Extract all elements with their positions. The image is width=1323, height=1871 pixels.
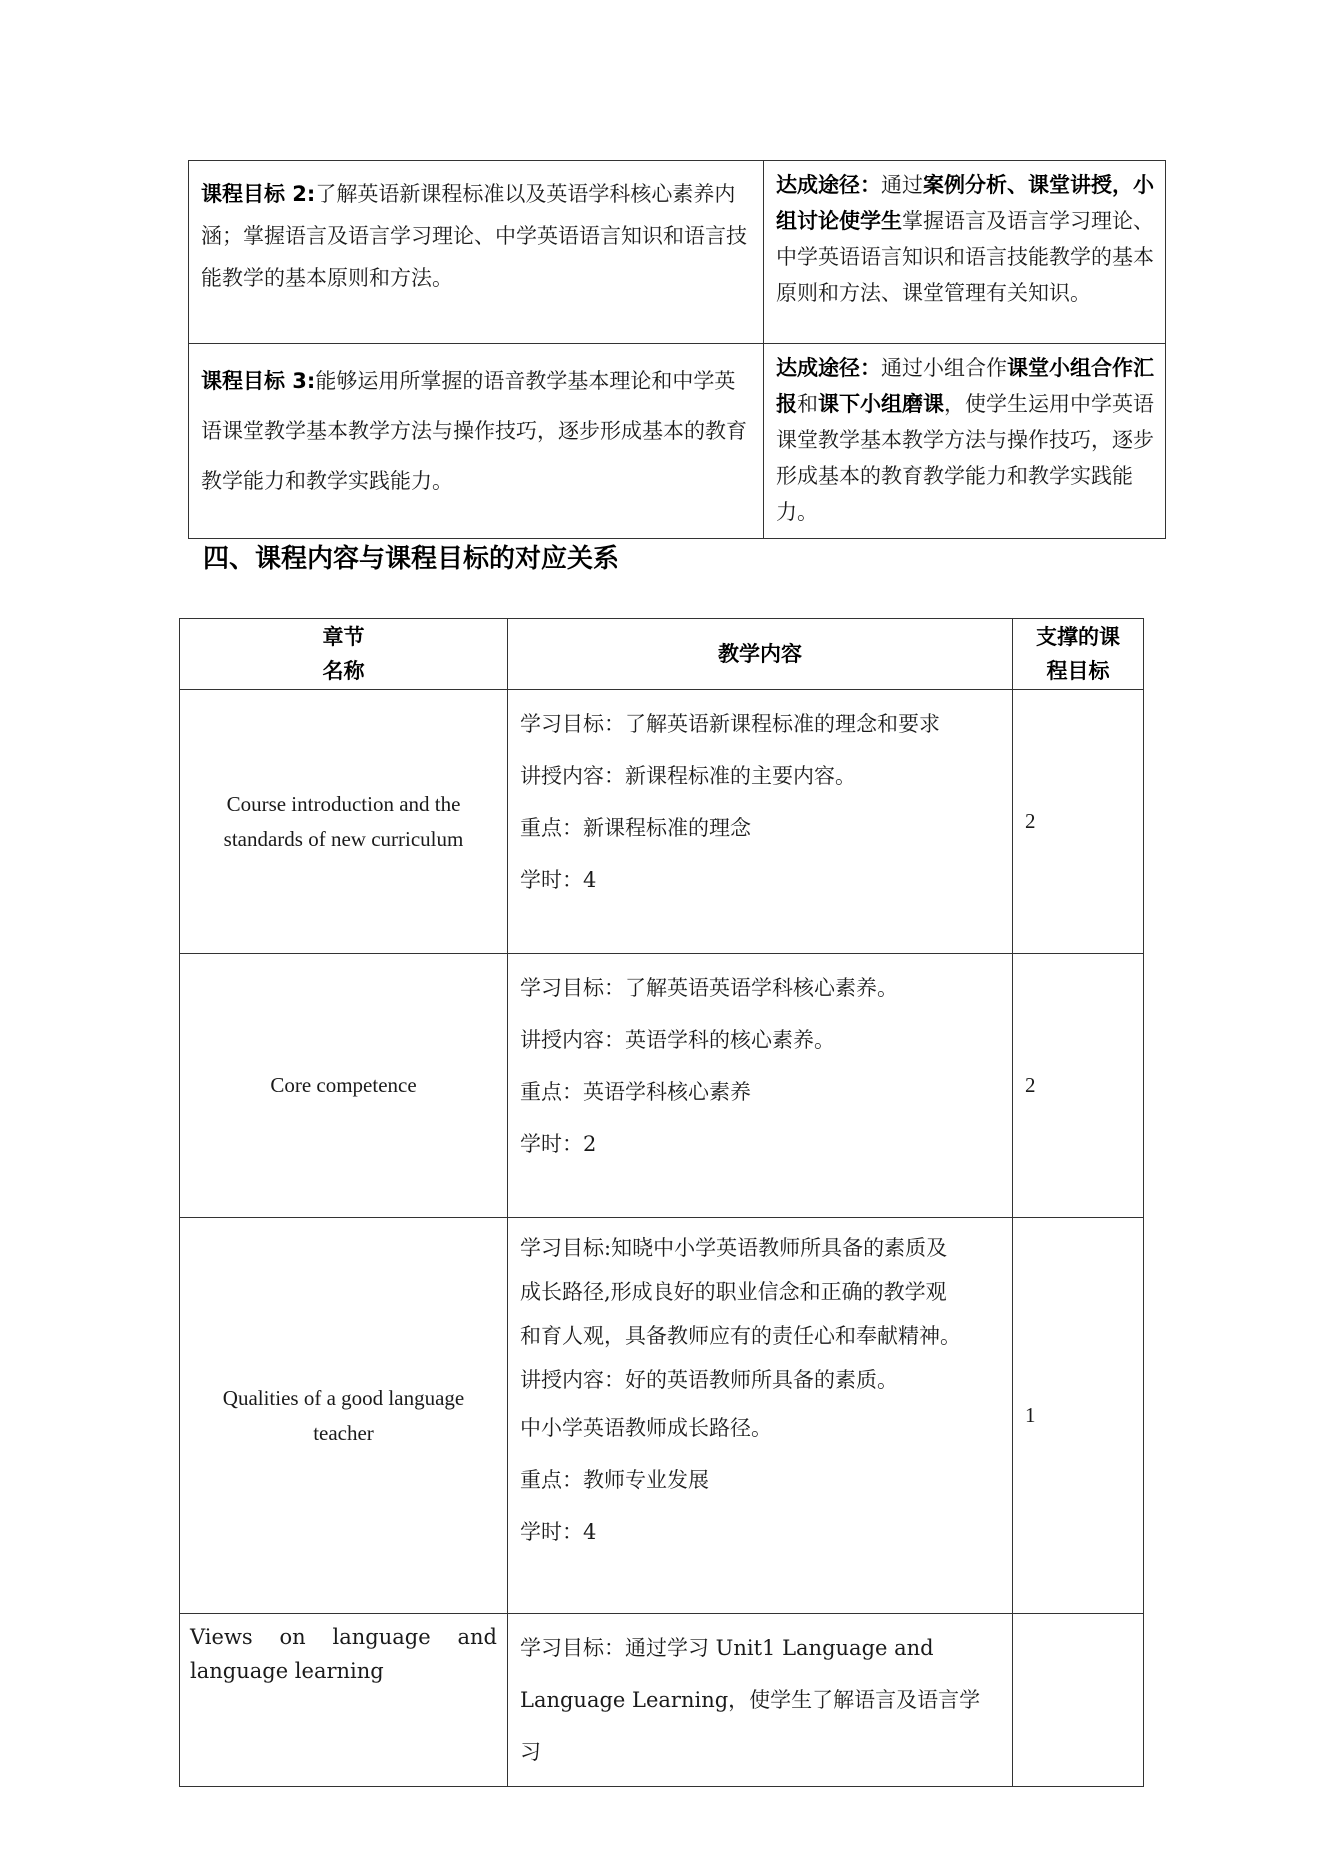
approach-cell — [764, 161, 1166, 344]
content-line: Language Learning，使学生了解语言及语言学习 — [520, 1688, 981, 1764]
header-goal-line2: 程目标 — [1046, 659, 1110, 683]
approach-emphasis: 课堂小组合作汇报 — [776, 356, 1154, 416]
teaching-content — [508, 1218, 1013, 1614]
objective-label: 课程目标 2: — [201, 182, 316, 206]
objective-cell — [189, 344, 764, 539]
header-goal — [1013, 619, 1144, 690]
approach-label: 达成途径： — [776, 356, 881, 380]
table-row — [180, 690, 1144, 954]
approach-text: 通过小组合作 — [881, 356, 1007, 380]
content-line: 成长路径,形成良好的职业信念和正确的教学观 — [520, 1280, 947, 1304]
teaching-content — [508, 954, 1013, 1218]
approach-text: 掌握语言及语言学习理论、中学英语语言知识和语言技能教学的基本原则和方法、课堂管理有关知识。 — [776, 209, 1154, 305]
supported-goal — [1013, 1614, 1144, 1787]
supported-goal: 2 — [1013, 690, 1144, 954]
content-line: 学习目标：了解英语新课程标准的理念和要求 — [520, 712, 940, 736]
table-row — [180, 954, 1144, 1218]
approach-text: 通过 — [881, 173, 923, 197]
approach-cell — [764, 344, 1166, 539]
content-line: 学习目标:知晓中小学英语教师所具备的素质及 — [520, 1236, 948, 1260]
chapter-name: Course introduction and the standards of new curriculum — [180, 690, 508, 954]
objective-row — [189, 161, 1166, 344]
content-line: 学习目标：通过学习 Unit1 Language and — [520, 1636, 934, 1660]
table-row — [180, 1218, 1144, 1614]
content-line: 学时：4 — [520, 868, 597, 892]
supported-goal: 2 — [1013, 954, 1144, 1218]
teaching-content — [508, 1614, 1013, 1787]
content-line: 讲授内容：好的英语教师所具备的素质。 — [520, 1368, 898, 1392]
approach-emphasis: 案例分析、课堂讲授，小组讨论使学生 — [776, 173, 1154, 233]
content-line: 学习目标：了解英语英语学科核心素养。 — [520, 976, 898, 1000]
content-line: 重点：英语学科核心素养 — [520, 1080, 751, 1104]
header-chapter — [180, 619, 508, 690]
chapter-name: Core competence — [180, 954, 508, 1218]
header-chapter-line2: 名称 — [322, 659, 365, 683]
chapter-name: Qualities of a good language teacher — [180, 1218, 508, 1614]
approach-label: 达成途径： — [776, 173, 881, 197]
content-line: 重点：新课程标准的理念 — [520, 816, 751, 840]
supported-goal: 1 — [1013, 1218, 1144, 1614]
content-table — [179, 618, 1144, 1787]
content-line: 和育人观，具备教师应有的责任心和奉献精神。 — [520, 1324, 961, 1348]
objective-cell — [189, 161, 764, 344]
table-row — [180, 1614, 1144, 1787]
objectives-table — [188, 160, 1166, 539]
content-line: 讲授内容：英语学科的核心素养。 — [520, 1028, 835, 1052]
approach-text: 和 — [797, 392, 818, 416]
approach-text: ，使学生运用中学英语课堂教学基本教学方法与操作技巧，逐步形成基本的教育教学能力和教学实践能力。 — [776, 392, 1154, 524]
section-heading: 四、课程内容与课程目标的对应关系 — [203, 544, 620, 574]
content-line: 重点：教师专业发展 — [520, 1468, 709, 1492]
chapter-name: Views on language and language learning — [180, 1614, 508, 1787]
objective-label: 课程目标 3: — [201, 369, 316, 393]
header-goal-line1: 支撑的课 — [1036, 625, 1120, 649]
header-chapter-line1: 章节 — [322, 625, 365, 649]
objective-row — [189, 344, 1166, 539]
content-line: 讲授内容：新课程标准的主要内容。 — [520, 764, 856, 788]
content-line: 学时：4 — [520, 1520, 597, 1544]
content-line: 中小学英语教师成长路径。 — [520, 1416, 772, 1440]
content-line: 学时：2 — [520, 1132, 597, 1156]
objective-text: 能够运用所掌握的语音教学基本理论和中学英语课堂教学基本教学方法与操作技巧，逐步形成基本的教育教学能力和教学实践能力。 — [201, 369, 747, 493]
objective-text: 了解英语新课程标准以及英语学科核心素养内涵；掌握语言及语言学习理论、中学英语语言知识和语言技能教学的基本原则和方法。 — [201, 182, 747, 290]
approach-emphasis: 课下小组磨课 — [818, 392, 944, 416]
header-content: 教学内容 — [508, 619, 1013, 690]
teaching-content — [508, 690, 1013, 954]
header-row — [180, 619, 1144, 690]
